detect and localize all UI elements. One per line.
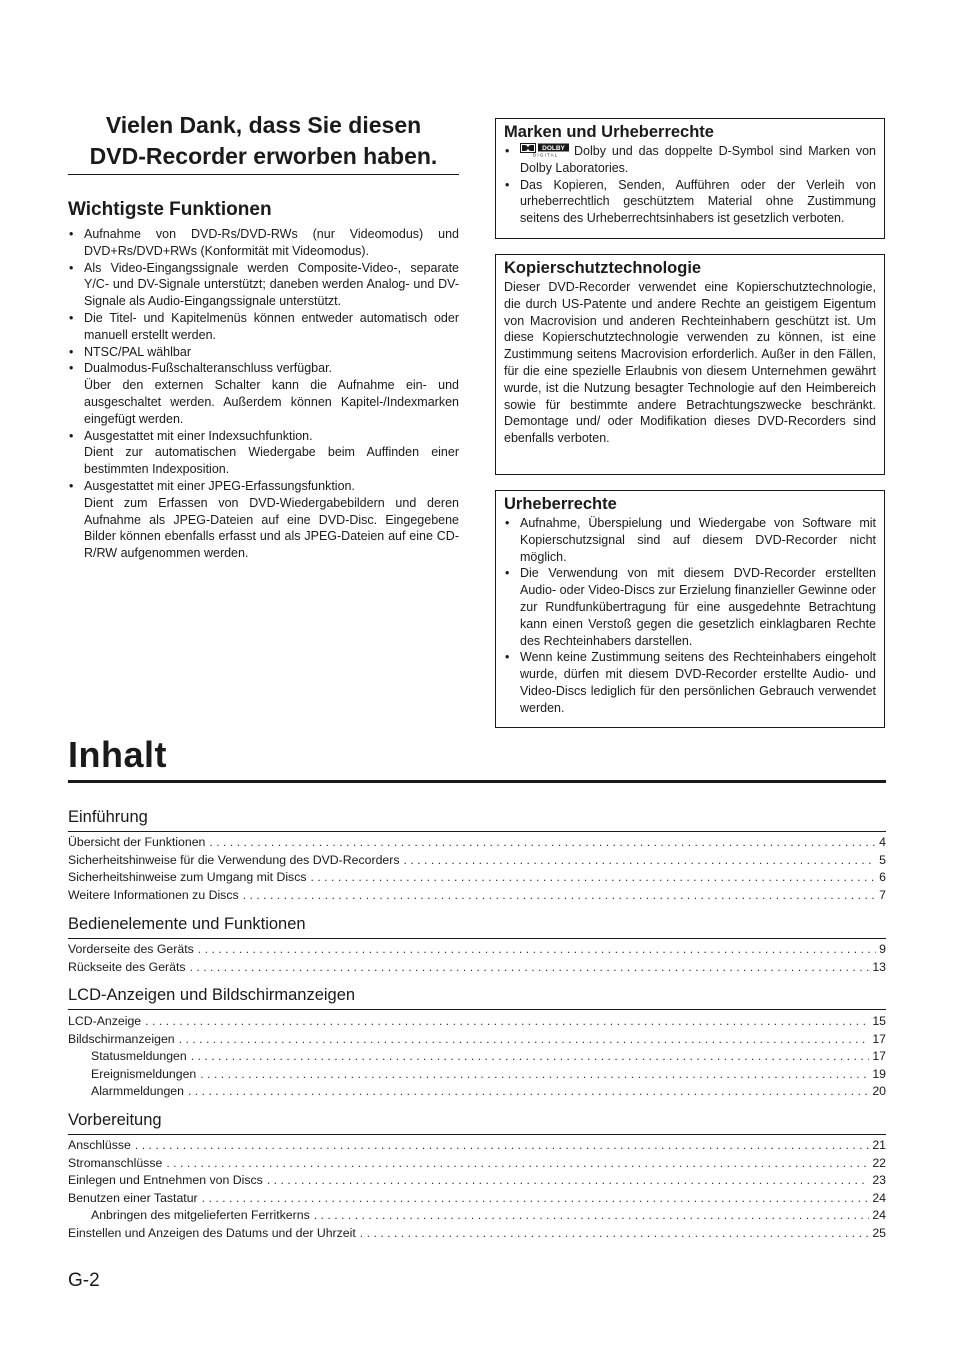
features-list (68, 226, 459, 562)
toc-section-heading: LCD-Anzeigen und Bildschirmanzeigen (68, 985, 886, 1010)
svg-text:D I G I T A L: D I G I T A L (532, 152, 558, 157)
toc-entry[interactable] (68, 852, 886, 870)
toc-entry[interactable] (68, 1225, 886, 1243)
toc-entry-title: Ereignismeldungen (91, 1066, 197, 1081)
trademark-item (504, 143, 876, 177)
page-number: G-2 (68, 1270, 100, 1291)
trademark-text: • Das Kopieren, Senden, Aufführen oder der Verleih von urheberrechtlich geschütztem Material ohne Zustimmung seitens des Urheberrechtsinhabers ist gesetzlich verboten. (520, 177, 876, 226)
feature-item (68, 344, 459, 361)
copyright-text: • Aufnahme, Überspielung und Wiedergabe von Software mit Kopierschutzsignal sind auf diesem DVD-Recorder nicht möglich. (520, 516, 876, 564)
toc-entry-title: Bildschirmanzeigen (68, 1031, 175, 1046)
toc-entry-page: 21 (872, 1138, 886, 1152)
copyright-text: • Wenn keine Zustimmung seitens des Rechteinhabers eingeholt wurde, dürfen mit diesem DVD-Recorder erstellte Audio- und Video-Discs lediglich für den persönlichen Gebrauch verwendet werden. (520, 650, 876, 715)
toc-leader (243, 887, 877, 905)
trademarks-list (504, 143, 876, 227)
toc-entry-title: Rückseite des Geräts (68, 959, 186, 974)
toc-entry-page: 6 (879, 870, 886, 885)
toc-section-list (68, 1013, 886, 1101)
toc-entry-title: Benutzen einer Tastatur (68, 1190, 198, 1205)
feature-item (68, 260, 459, 310)
toc-leader (311, 869, 877, 887)
copyright-text: • Die Verwendung von mit diesem DVD-Recorder erstellten Audio- oder Video-Discs zur Erzielung finanzieller Gewinne oder zur Rundfunkübertragung für eine ausgedehnte Betrachtung kann einen Verstoß gegen die gesetzlich einklagbaren Rechte des Rechteinhabers darstellen. (520, 566, 876, 648)
toc-entry-page: 24 (872, 1190, 886, 1205)
toc-entry-title: Anbringen des mitgelieferten Ferritkerns (91, 1208, 310, 1223)
dolby-digital-logo-icon (520, 143, 570, 157)
toc-entry-page: 22 (872, 1155, 886, 1170)
toc-entry[interactable] (68, 869, 886, 887)
toc-entry-page: 25 (872, 1225, 886, 1240)
feature-text: • Aufnahme von DVD-Rs/DVD-RWs (nur Videomodus) und DVD+Rs/DVD+RWs (Konformität mit Videomodus). (84, 227, 459, 258)
toc-entry-title: Stromanschlüsse (68, 1155, 163, 1170)
toc-entry[interactable] (68, 1137, 886, 1155)
toc-entry-title: Alarmmeldungen (91, 1084, 184, 1099)
toc-leader (179, 1031, 870, 1049)
feature-detail: Über den externen Schalter kann die Aufnahme ein- und ausgeschaltet werden. Außerdem können Kapitel-/Indexmarken eingefügt werden. (84, 378, 459, 426)
copyright-list (504, 515, 876, 717)
toc-leader (314, 1207, 870, 1225)
toc-leader (360, 1225, 870, 1243)
toc-leader (135, 1137, 869, 1155)
feature-detail: Dient zum Erfassen von DVD-Wiedergabebildern und deren Aufnahme als JPEG-Dateien auf eine DVD-Disc. Eingegebene Bilder können ebenfalls erfasst und als JPEG-Dateien auf eine CD-R/RW aufgenommen werden. (84, 495, 459, 561)
feature-text: • Die Titel- und Kapitelmenüs können entweder automatisch oder manuell erstellt werden. (84, 310, 459, 342)
toc-leader (188, 1083, 869, 1101)
toc-entry-title: Einlegen und Entnehmen von Discs (68, 1173, 263, 1188)
toc-entry-page: 15 (872, 1014, 886, 1028)
toc-leader (145, 1013, 869, 1031)
feature-text: • NTSC/PAL wählbar (84, 344, 191, 359)
toc-entry[interactable] (68, 1013, 886, 1031)
feature-item (68, 310, 459, 344)
toc-entry-title: Sicherheitshinweise zum Umgang mit Discs (68, 870, 307, 885)
toc-entry-title: Sicherheitshinweise für die Verwendung des DVD-Recorders (68, 852, 400, 867)
toc-leader (191, 1048, 870, 1066)
feature-text: • Dualmodus-Fußschalteranschluss verfügbar. (84, 361, 333, 376)
toc-divider (68, 780, 886, 783)
toc-entry[interactable] (68, 941, 886, 959)
toc-leader (404, 852, 877, 870)
toc-leader (200, 1066, 869, 1084)
toc-entry-page: 17 (872, 1031, 886, 1046)
toc-entry-title: Anschlüsse (68, 1138, 131, 1152)
feature-text: • Ausgestattet mit einer JPEG-Erfassungsfunktion. (84, 478, 355, 493)
copyright-item (504, 515, 876, 565)
toc-entry[interactable] (68, 1031, 886, 1049)
trademark-text: Dolby und das doppelte D-Symbol sind Marken von Dolby Laboratories. (520, 144, 876, 175)
toc-section-heading: Einführung (68, 807, 886, 832)
toc-section-list (68, 834, 886, 904)
copyright-box (495, 490, 885, 728)
toc-entry-title: LCD-Anzeige (68, 1014, 142, 1028)
toc-entry-page: 24 (872, 1208, 886, 1223)
copyright-item (504, 649, 876, 716)
toc-entry-page: 7 (879, 887, 886, 902)
feature-item (68, 428, 459, 478)
feature-text: • Als Video-Eingangssignale werden Composite-Video-, separate Y/C- und DV-Signale unterstützt; daneben werden Analog- und DV-Signale als Audio-Eingangssignale unterstützt. (84, 260, 459, 309)
toc-entry[interactable] (68, 887, 886, 905)
toc-entry[interactable] (68, 1155, 886, 1173)
copy-protection-box (495, 254, 885, 475)
features-heading: Wichtigste Funktionen (68, 199, 272, 220)
toc-entry[interactable] (68, 1207, 886, 1225)
toc-entry-title: Einstellen und Anzeigen des Datums und der Uhrzeit (68, 1225, 356, 1240)
toc-entry-page: 13 (872, 959, 886, 974)
toc-entry-page: 17 (872, 1049, 886, 1064)
toc-leader (209, 834, 876, 852)
feature-detail: Dient zur automatischen Wiedergabe beim Auffinden einer bestimmten Indexposition. (84, 445, 459, 477)
toc-leader (202, 1190, 870, 1208)
toc-entry-title: Weitere Informationen zu Discs (68, 887, 239, 902)
toc-entry-title: Statusmeldungen (91, 1049, 187, 1064)
toc-entry[interactable] (68, 1066, 886, 1084)
trademarks-heading: Marken und Urheberrechte (504, 123, 714, 141)
feature-item (68, 226, 459, 260)
toc-entry-page: 19 (872, 1066, 886, 1081)
toc-leader (166, 1155, 869, 1173)
toc-entry-title: Vorderseite des Geräts (68, 942, 194, 956)
toc-entry[interactable] (68, 1190, 886, 1208)
toc-title: Inhalt (68, 734, 167, 775)
copyright-item (504, 565, 876, 649)
trademarks-box (495, 118, 885, 239)
feature-item (68, 478, 459, 562)
toc-entry[interactable] (68, 1172, 886, 1190)
toc-entry-page: 5 (879, 852, 886, 867)
trademark-item (504, 177, 876, 227)
copy-protection-heading: Kopierschutztechnologie (504, 259, 702, 277)
toc-entry-title: Übersicht der Funktionen (68, 835, 206, 849)
toc-entry[interactable] (68, 834, 886, 852)
toc-entry[interactable] (68, 959, 886, 977)
toc-section-heading: Vorbereitung (68, 1110, 886, 1135)
toc-entry[interactable] (68, 1048, 886, 1066)
copyright-heading: Urheberrechte (504, 495, 617, 513)
welcome-divider (68, 174, 459, 175)
toc-entry-page: 20 (872, 1084, 886, 1099)
svg-text:DOLBY: • DOLBY (542, 145, 565, 152)
toc-entry[interactable] (68, 1083, 886, 1101)
welcome-title-line-2: DVD-Recorder erworben haben. (89, 143, 438, 169)
welcome-title-line-1: Vielen Dank, dass Sie diesen (105, 112, 422, 138)
toc-section-list (68, 1137, 886, 1243)
toc-leader (198, 941, 876, 959)
feature-text: • Ausgestattet mit einer Indexsuchfunktion. (84, 428, 313, 443)
feature-item (68, 360, 459, 427)
toc-entry-page: 23 (872, 1173, 886, 1188)
toc-entry-page: 9 (879, 942, 886, 956)
toc-leader (267, 1172, 869, 1190)
toc-leader (190, 959, 870, 977)
welcome-title (68, 110, 459, 172)
toc-section-list (68, 941, 886, 976)
toc-entry-page: 4 (879, 835, 886, 849)
copy-protection-text: Dieser DVD-Recorder verwendet eine Kopierschutztechnologie, die durch US-Patente und andere Rechte an geistigem Eigentum von Macrovision und anderen Rechteinhabern geschützt ist. Um diese Kopierschutztechnologie verwenden zu können, ist eine Zustimmung seitens Macrovision erforderlich. Außer in den Fällen, für die eine spezielle Erlaubnis von diesem Unternehmen gewährt wurde, ist die Nutzung besagter Technologie auf den Heimbereich sowie für bestimmte andere Betrachtungszwecke beschränkt. Demontage und/ oder Modifikation dieses DVD-Recorders sind ebenfalls verboten. (504, 280, 876, 446)
toc-section-heading: Bedienelemente und Funktionen (68, 914, 886, 939)
